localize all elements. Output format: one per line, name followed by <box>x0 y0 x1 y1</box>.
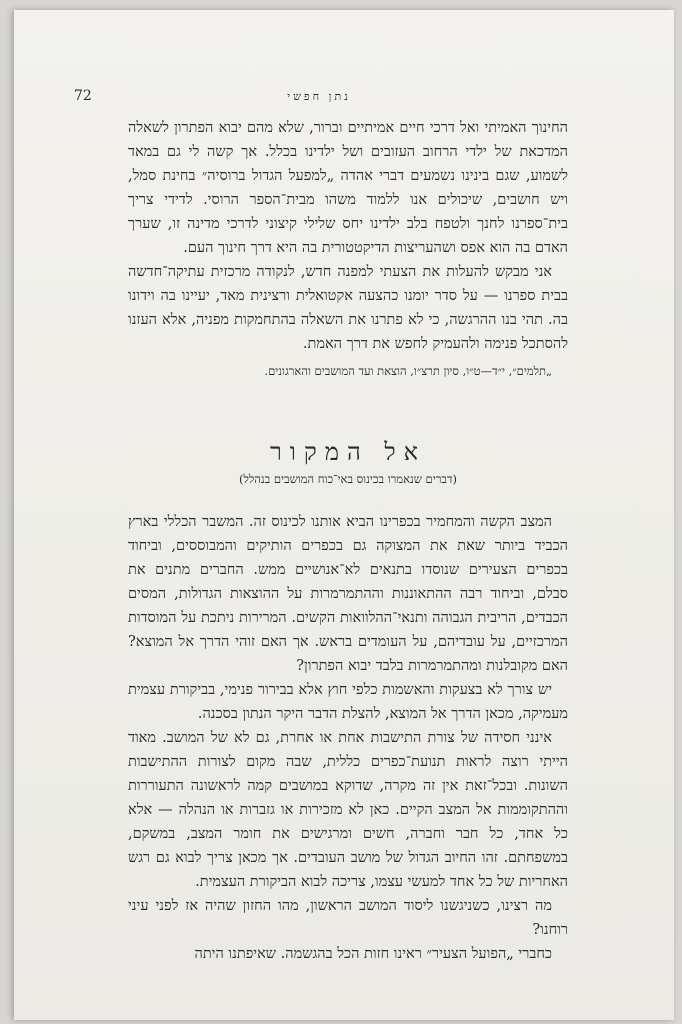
paragraph: כחברי „הפועל הצעיר״ ראינו חזות הכל בהגשמה. שאיפתנו היתה <box>194 946 552 962</box>
paragraph: המצב הקשה והמחמיר בכפרינו הביא אותנו לכינוס זה. המשבר הכללי בארץ הכביד ביותר שאת את המצוקה גם בכפרים הותיקים והמבוססים, וביחוד בכפרים הצעירים שנוסדו בתנאים לא־אנושיים ממש. החברים מתנים את סבלם, וביחוד רבה ההתאוננות וההתמרמרות על ההוצאות הגדולות, המסים הכבדים, הריבית הגבוהה ותנאי־ההלוואות הקשים. המרירות ניתכת על המוסדות המרכזיים, על עובדיהם, על העומדים בראש. אך האם זוהי הדרך אל המוצא? האם מקובלנות ומהתמרמרות בלבד יבוא הפתרון? <box>128 514 568 674</box>
article-subtitle: (דברים שנאמרו בכינוס באי־כוח המושבים בנהלל) <box>239 472 457 486</box>
article-title: אל המקור <box>269 438 427 466</box>
paragraph: מה רצינו, כשניגשנו ליסוד המושב הראשון, מהו החזון שהיה אז לפני עיני רוחנו? <box>128 898 568 938</box>
paragraph: אני מבקש להעלות את הצעתי למפנה חדש, לנקודה מרכזית עתיקה־חדשה בבית ספרנו — על סדר יומנו כהצעה אקטואלית ורצינית מאד, יעיינו בה וידונו בה. תהי בנו ההרגשה, כי לא פתרנו את השאלה בהתחמקות מפניה, אלא העזנו להסתכל פנימה ולהעמיק לחפש את דרך האמת. <box>128 264 568 352</box>
article-body <box>128 510 568 966</box>
running-head: נתן חפשי <box>287 90 351 103</box>
paragraph: יש צורך לא בצעקות והאשמות כלפי חוץ אלא בבירור פנימי, בביקורת עצמית מעמיקה, מכאן הדרך אל המוצא, להצלת הדבר היקר הנתון בסכנה. <box>128 682 568 722</box>
previous-article-ending <box>128 116 568 380</box>
page-header <box>74 88 564 112</box>
page-number: 72 <box>74 88 92 104</box>
book-page <box>14 10 674 1020</box>
source-citation: „תלמים״, י״ד—ט״ו, סיון תרצ״ו, הוצאת ועד המושבים והארגונים. <box>264 364 552 378</box>
paragraph: אינני חסידה של צורת התישבות אחת או אחרת, גם לא של המושב. מאוד הייתי רוצה לראות תנועת־כפרים כללית, שבה מקום לצורות ההתישבות השונות. ובכל־זאת אין זה מקרה, שדוקא במושבים קמה לראשונה התעוררות וההתקוממות אל המצב הקיים. כאן לא מזכירות או גזברות או הנהלה — אלא כל אחד, כל חבר וחברה, חשים ומרגישים את חומר המצב, במשקם, במשפחתם. זהו החיוב הגדול של מושב העובדים. אך מכאן צריך לבוא גם רגש האחריות של כל אחד למעשי עצמו, צריכה לבוא הביקורת העצמית. <box>128 730 568 890</box>
paragraph: החינוך האמיתי ואל דרכי חיים אמיתיים וברור, שלא מהם יבוא הפתרון לשאלה המדכאת של ילדי הרחוב העזובים ושל ילדינו בכלל. אך קשה לי גם במאד לשמוע, שגם בינינו נשמעים דברי אהדה „למפעל הגדול ברוסיה״ בחינת סמל, ויש חושבים, שיכולים אנו ללמוד משהו מבית־הספר הרוסי. לדידי צריך בית־ספרנו לחנך ולטפח בלב ילדינו יחס שלילי קיצוני לדרכי מדינה זו, שערך האדם בה הוא אפס ושהעריצות הדיקטטורית בה היא דרך חינוך העם. <box>128 120 568 256</box>
